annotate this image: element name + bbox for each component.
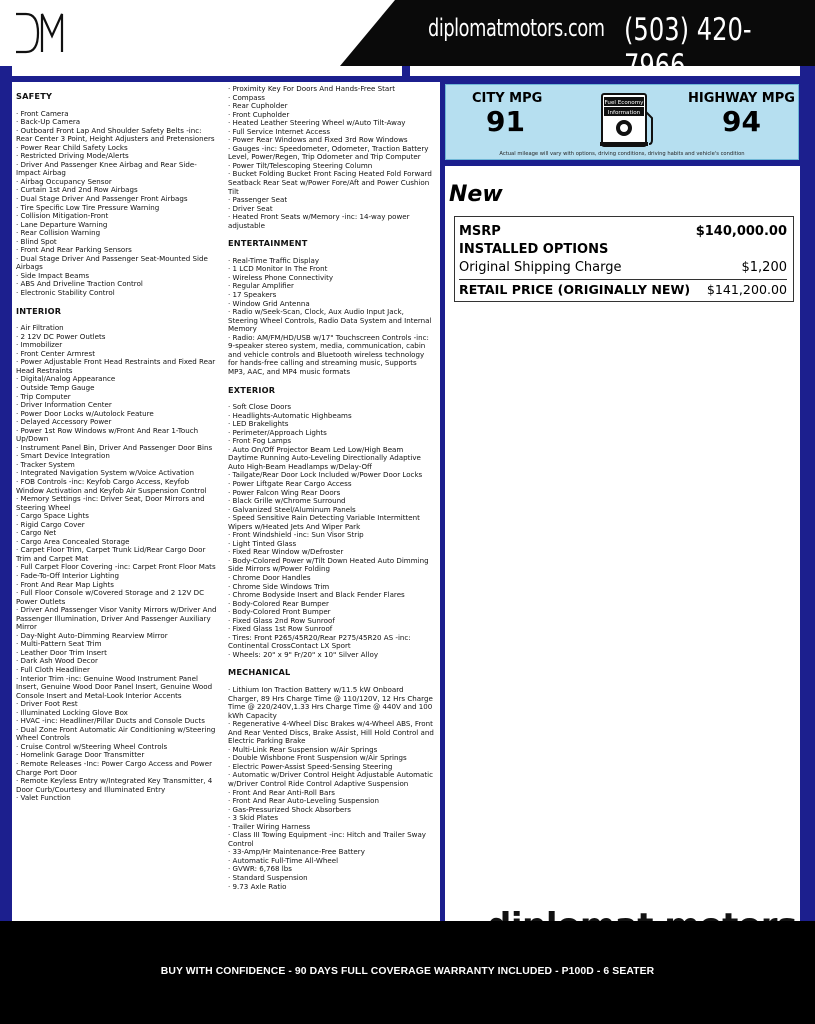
feature-item: · Blind Spot: [16, 238, 218, 247]
city-mpg-value: 91: [486, 105, 525, 138]
feature-item: · 3 Skid Plates: [228, 814, 434, 823]
feature-item: · Front And Rear Parking Sensors: [16, 246, 218, 255]
feature-item: · Front Camera: [16, 110, 218, 119]
feature-item: · Wheels: 20" x 9" Fr/20" x 10" Silver Alloy: [228, 651, 434, 660]
feature-item: · Dual Stage Driver And Passenger Front Airbags: [16, 195, 218, 204]
misc-list: [228, 85, 434, 230]
feature-item: · Day-Night Auto-Dimming Rearview Mirror: [16, 632, 218, 641]
feature-item: · Rear Cupholder: [228, 102, 434, 111]
feature-item: · Power Door Locks w/Autolock Feature: [16, 410, 218, 419]
feature-item: · Body-Colored Power w/Tilt Down Heated Auto Dimming Side Mirrors w/Power Folding: [228, 557, 434, 574]
feature-item: · Fixed Rear Window w/Defroster: [228, 548, 434, 557]
feature-item: · Galvanized Steel/Aluminum Panels: [228, 506, 434, 515]
mechanical-list: [228, 686, 434, 891]
feature-item: · Full Cloth Headliner: [16, 666, 218, 675]
entertainment-heading: ENTERTAINMENT: [228, 238, 308, 249]
dealer-phone[interactable]: (503) 420-: [624, 12, 752, 48]
feature-item: · HVAC -inc: Headliner/Pillar Ducts and Console Ducts: [16, 717, 218, 726]
shipping-value: $1,200: [741, 260, 787, 275]
footer-warranty-text: BUY WITH CONFIDENCE - 90 DAYS FULL COVERAGE WARRANTY INCLUDED - P100D - 6 SEATER: [160, 966, 655, 977]
feature-item: · Bucket Folding Bucket Front Facing Heated Fold Forward Seatback Rear Seat w/Power Fore/Aft and Power Cushion Tilt: [228, 170, 434, 196]
feature-item: · Class III Towing Equipment -inc: Hitch and Trailer Sway Control: [228, 831, 434, 848]
feature-item: · Homelink Garage Door Transmitter: [16, 751, 218, 760]
feature-item: · 33-Amp/Hr Maintenance-Free Battery: [228, 848, 434, 857]
condition-label: New: [449, 182, 503, 207]
feature-item: · Front Fog Lamps: [228, 437, 434, 446]
feature-item: · Carpet Floor Trim, Carpet Trunk Lid/Rear Cargo Door Trim and Carpet Mat: [16, 546, 218, 563]
feature-item: · Rigid Cargo Cover: [16, 521, 218, 530]
feature-item: · FOB Controls -inc: Keyfob Cargo Access, Keyfob Window Activation and Keyfob Air Suspension Control: [16, 478, 218, 495]
shipping-label: Original Shipping Charge: [459, 260, 622, 275]
feature-item: · Multi-Pattern Seat Trim: [16, 640, 218, 649]
feature-item: · Automatic Full-Time All-Wheel: [228, 857, 434, 866]
feature-item: · Airbag Occupancy Sensor: [16, 178, 218, 187]
feature-item: · Passenger Seat: [228, 196, 434, 205]
feature-item: · Immobilizer: [16, 341, 218, 350]
price-table: [454, 216, 794, 302]
feature-item: · Gas-Pressurized Shock Absorbers: [228, 806, 434, 815]
feature-item: · Tire Specific Low Tire Pressure Warning: [16, 204, 218, 213]
feature-item: · Cargo Net: [16, 529, 218, 538]
feature-item: · Regenerative 4-Wheel Disc Brakes w/4-Wheel ABS, Front And Rear Vented Discs, Brake Assist, Hill Hold Control and Electric Parking Brake: [228, 720, 434, 746]
feature-item: · 9.73 Axle Ratio: [228, 883, 434, 892]
feature-item: · Tailgate/Rear Door Lock Included w/Power Door Locks: [228, 471, 434, 480]
feature-item: · Standard Suspension: [228, 874, 434, 883]
dm-logo-icon: [12, 10, 68, 56]
features-column-right: [228, 82, 434, 891]
feature-item: · Smart Device Integration: [16, 452, 218, 461]
feature-item: · Front Windshield -inc: Sun Visor Strip: [228, 531, 434, 540]
retail-price-label: RETAIL PRICE (ORIGINALLY NEW): [459, 282, 691, 297]
feature-item: · 17 Speakers: [228, 291, 434, 300]
feature-item: · LED Brakelights: [228, 420, 434, 429]
feature-item: · Power Rear Windows and Fixed 3rd Row Windows: [228, 136, 434, 145]
highway-mpg-value: 94: [722, 105, 761, 138]
fuel-pump-icon: [596, 92, 656, 148]
feature-item: · Black Grille w/Chrome Surround: [228, 497, 434, 506]
feature-item: · Trailer Wiring Harness: [228, 823, 434, 832]
exterior-list: [228, 403, 434, 659]
feature-item: · Side Impact Beams: [16, 272, 218, 281]
feature-item: · Leather Door Trim Insert: [16, 649, 218, 658]
feature-item: · GVWR: 6,768 lbs: [228, 865, 434, 874]
feature-item: · Instrument Panel Bin, Driver And Passenger Door Bins: [16, 444, 218, 453]
color-strip: [410, 66, 800, 76]
msrp-label: MSRP: [459, 224, 501, 239]
feature-item: · Full Service Internet Access: [228, 128, 434, 137]
feature-item: · Fade-To-Off Interior Lighting: [16, 572, 218, 581]
feature-item: · Body-Colored Rear Bumper: [228, 600, 434, 609]
feature-item: · Wireless Phone Connectivity: [228, 274, 434, 283]
feature-item: · Power Rear Child Safety Locks: [16, 144, 218, 153]
vin-strip: [12, 66, 402, 76]
feature-item: · Driver Seat: [228, 205, 434, 214]
feature-item: · Power 1st Row Windows w/Front And Rear 1-Touch Up/Down: [16, 427, 218, 444]
feature-item: · Headlights-Automatic Highbeams: [228, 412, 434, 421]
msrp-row: [459, 224, 787, 239]
feature-item: · Driver And Passenger Knee Airbag and Rear Side-Impact Airbag: [16, 161, 218, 178]
exterior-heading: EXTERIOR: [228, 384, 276, 395]
feature-item: · Power Tilt/Telescoping Steering Column: [228, 162, 434, 171]
entertainment-list: [228, 257, 434, 377]
feature-item: · Rear Collision Warning: [16, 229, 218, 238]
feature-item: · Curtain 1st And 2nd Row Airbags: [16, 186, 218, 195]
installed-options-row: [459, 242, 787, 257]
retail-price-value: $141,200.00: [706, 282, 787, 297]
feature-item: · Regular Amplifier: [228, 282, 434, 291]
feature-item: · Cargo Area Concealed Storage: [16, 538, 218, 547]
feature-item: · Digital/Analog Appearance: [16, 375, 218, 384]
feature-item: · Proximity Key For Doors And Hands-Free Start: [228, 85, 434, 94]
feature-item: · Heated Front Seats w/Memory -inc: 14-way power adjustable: [228, 213, 434, 230]
feature-item: · Air Filtration: [16, 324, 218, 333]
feature-item: · Cargo Space Lights: [16, 512, 218, 521]
feature-item: · Front And Rear Map Lights: [16, 581, 218, 590]
feature-item: · Electronic Stability Control: [16, 289, 218, 298]
safety-heading: SAFETY: [16, 91, 53, 101]
dealer-website[interactable]: diplomatmotors.com: [428, 14, 605, 42]
feature-item: · 1 LCD Monitor In The Front: [228, 265, 434, 274]
feature-item: · Fixed Glass 1st Row Sunroof: [228, 625, 434, 634]
feature-item: · Fixed Glass 2nd Row Sunroof: [228, 617, 434, 626]
feature-item: · Remote Releases -Inc: Power Cargo Access and Power Charge Port Door: [16, 760, 218, 777]
feature-item: · Back-Up Camera: [16, 118, 218, 127]
feature-item: · Delayed Accessory Power: [16, 418, 218, 427]
feature-item: · Power Adjustable Front Head Restraints and Fixed Rear Head Restraints: [16, 358, 218, 375]
retail-price-row: [459, 279, 787, 297]
feature-item: · Full Floor Console w/Covered Storage and 2 12V DC Power Outlets: [16, 589, 218, 606]
feature-item: · Restricted Driving Mode/Alerts: [16, 152, 218, 161]
feature-item: · Dark Ash Wood Decor: [16, 657, 218, 666]
feature-item: · Cruise Control w/Steering Wheel Controls: [16, 743, 218, 752]
dealer-logo[interactable]: [12, 10, 68, 56]
feature-item: · Memory Settings -inc: Driver Seat, Door Mirrors and Steering Wheel: [16, 495, 218, 512]
feature-item: · Front And Rear Auto-Leveling Suspension: [228, 797, 434, 806]
feature-item: · Chrome Bodyside Insert and Black Fender Flares: [228, 591, 434, 600]
features-column-left: [16, 82, 218, 803]
feature-item: · Outboard Front Lap And Shoulder Safety Belts -inc: Rear Center 3 Point, Height Adjusters and Pretensioners: [16, 127, 218, 144]
footer-banner: [0, 921, 815, 1024]
feature-item: · Trip Computer: [16, 393, 218, 402]
feature-item: · Auto On/Off Projector Beam Led Low/High Beam Daytime Running Auto-Leveling Directionally Adaptive Auto High-Beam Headlamps w/Delay-Off: [228, 446, 434, 472]
feature-item: · Body-Colored Front Bumper: [228, 608, 434, 617]
sign-line2: Information: [607, 109, 641, 116]
feature-item: · Full Carpet Floor Covering -inc: Carpet Front Floor Mats: [16, 563, 218, 572]
feature-item: · Speed Sensitive Rain Detecting Variable Intermittent Wipers w/Heated Jets And Wiper Park: [228, 514, 434, 531]
feature-item: · Electric Power-Assist Speed-Sensing Steering: [228, 763, 434, 772]
feature-item: · Compass: [228, 94, 434, 103]
feature-item: · Driver Information Center: [16, 401, 218, 410]
shipping-row: [459, 260, 787, 275]
feature-item: · Heated Leather Steering Wheel w/Auto Tilt-Away: [228, 119, 434, 128]
highway-mpg-label: HIGHWAY MPG: [688, 91, 795, 106]
city-mpg-label: CITY MPG: [472, 91, 543, 106]
feature-item: · Illuminated Locking Glove Box: [16, 709, 218, 718]
feature-item: · Soft Close Doors: [228, 403, 434, 412]
interior-heading: INTERIOR: [16, 305, 62, 316]
feature-item: · Radio: AM/FM/HD/USB w/17" Touchscreen Controls -inc: 9-speaker stereo system, media, communication, cabin and vehicle controls and Bluetooth wireless technology for hands-free calling and streaming music, Supports MP3, AAC, and MP4 music formats: [228, 334, 434, 377]
feature-item: · Integrated Navigation System w/Voice Activation: [16, 469, 218, 478]
sign-line1: Fuel Economy: [604, 99, 644, 106]
feature-item: · Window Grid Antenna: [228, 300, 434, 309]
feature-item: · ABS And Driveline Traction Control: [16, 280, 218, 289]
feature-item: · Interior Trim -inc: Genuine Wood Instrument Panel Insert, Genuine Wood Door Panel Insert, Genuine Wood Console Insert and Metal-Look Interior Accents: [16, 675, 218, 701]
feature-item: · Front And Rear Anti-Roll Bars: [228, 789, 434, 798]
feature-item: · Valet Function: [16, 794, 218, 803]
fuel-economy-box: [445, 84, 799, 160]
feature-item: · Front Cupholder: [228, 111, 434, 120]
features-panel: [12, 82, 440, 926]
mileage-disclaimer: Actual mileage will vary with options, driving conditions, driving habits and vehicle's condition: [499, 151, 745, 157]
feature-item: · Multi-Link Rear Suspension w/Air Springs: [228, 746, 434, 755]
feature-item: · Gauges -inc: Speedometer, Odometer, Traction Battery Level, Power/Regen, Trip Odometer and Trip Computer: [228, 145, 434, 162]
feature-item: · Collision Mitigation-Front: [16, 212, 218, 221]
feature-item: · Tires: Front P265/45R20/Rear P275/45R20 AS -inc: Continental CrossContact LX Sport: [228, 634, 434, 651]
feature-item: · Driver And Passenger Visor Vanity Mirrors w/Driver And Passenger Illumination, Driver And Passenger Auxiliary Mirror: [16, 606, 218, 632]
feature-item: · Power Falcon Wing Rear Doors: [228, 489, 434, 498]
msrp-value: $140,000.00: [695, 224, 787, 239]
feature-item: · Perimeter/Approach Lights: [228, 429, 434, 438]
feature-item: · Front Center Armrest: [16, 350, 218, 359]
feature-item: · Real-Time Traffic Display: [228, 257, 434, 266]
feature-item: · Power Liftgate Rear Cargo Access: [228, 480, 434, 489]
feature-item: · Remote Keyless Entry w/Integrated Key Transmitter, 4 Door Curb/Courtesy and Illuminated Entry: [16, 777, 218, 794]
feature-item: · 2 12V DC Power Outlets: [16, 333, 218, 342]
feature-item: · Chrome Door Handles: [228, 574, 434, 583]
interior-list: [16, 324, 218, 803]
feature-item: · Double Wishbone Front Suspension w/Air Springs: [228, 754, 434, 763]
safety-list: [16, 110, 218, 298]
feature-item: · Radio w/Seek-Scan, Clock, Aux Audio Input Jack, Steering Wheel Controls, Radio Data System and Internal Memory: [228, 308, 434, 334]
mechanical-heading: MECHANICAL: [228, 667, 291, 678]
pricing-panel: [445, 166, 800, 926]
installed-options-label: INSTALLED OPTIONS: [459, 242, 609, 257]
feature-item: · Outside Temp Gauge: [16, 384, 218, 393]
feature-item: · Lithium Ion Traction Battery w/11.5 kW Onboard Charger, 89 Hrs Charge Time @ 110/120V, 12 Hrs Charge Time @ 220/240V,1.33 Hrs Charge Time @ 440V and 100 kWh Capacity: [228, 686, 434, 720]
feature-item: · Dual Zone Front Automatic Air Conditioning w/Steering Wheel Controls: [16, 726, 218, 743]
feature-item: · Driver Foot Rest: [16, 700, 218, 709]
feature-item: · Tracker System: [16, 461, 218, 470]
feature-item: · Lane Departure Warning: [16, 221, 218, 230]
feature-item: · Light Tinted Glass: [228, 540, 434, 549]
feature-item: · Automatic w/Driver Control Height Adjustable Automatic w/Driver Control Ride Control Adaptive Suspension: [228, 771, 434, 788]
feature-item: · Chrome Side Windows Trim: [228, 583, 434, 592]
feature-item: · Dual Stage Driver And Passenger Seat-Mounted Side Airbags: [16, 255, 218, 272]
